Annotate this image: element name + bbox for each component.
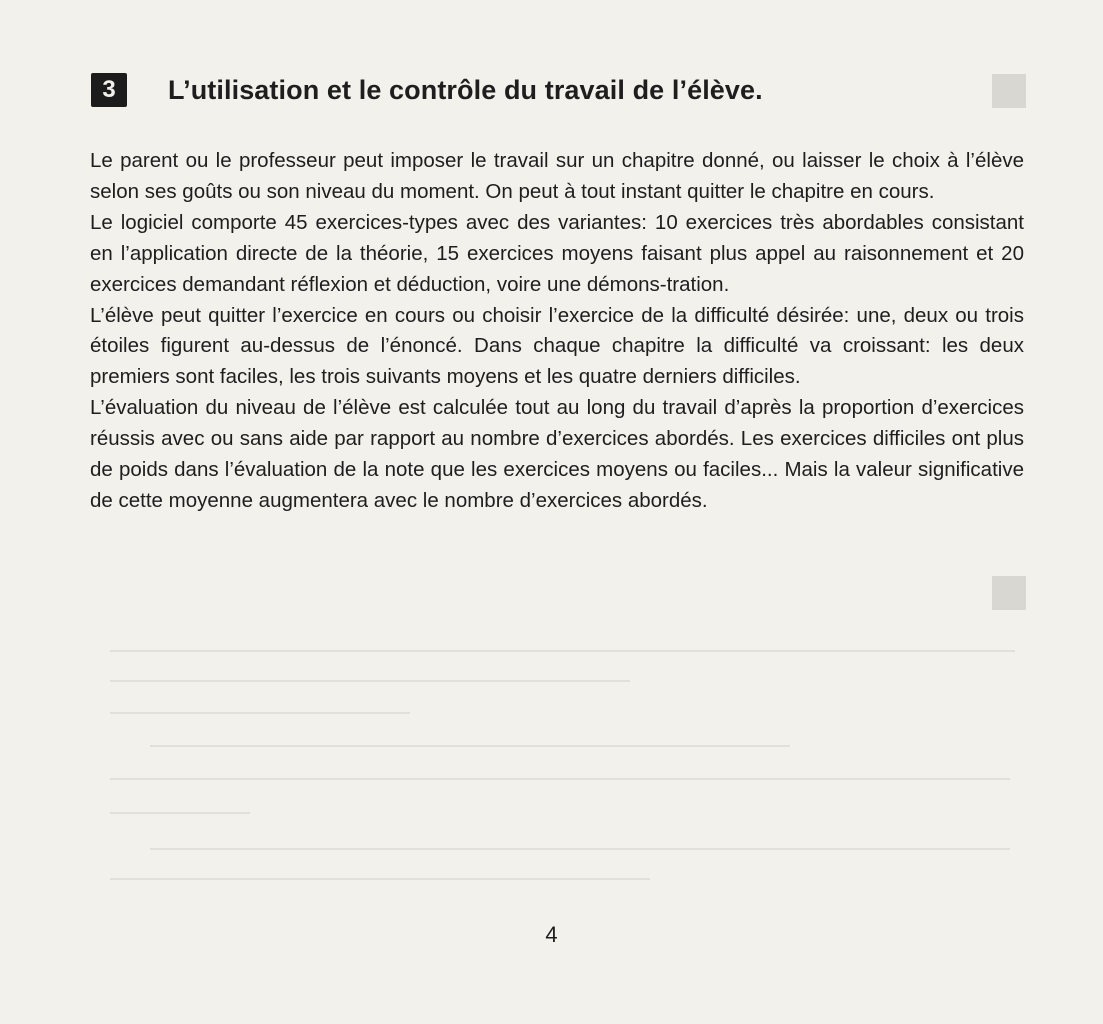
show-through-box-middle — [992, 576, 1026, 610]
paragraph: Le logiciel comporte 45 exercices-types avec des variantes: 10 exercices très abordables consistant en l’application directe de la théorie, 15 exercices moyens faisant plus appel au raisonnement et 20 exercices demandant réflexion et déduction, voire une démons-tration. — [90, 210, 1024, 296]
paragraph: Le parent ou le professeur peut imposer le travail sur un chapitre donné, ou laisser le choix à l’élève selon ses goûts ou son niveau du moment. On peut à tout instant quitter le chapitre en cours. — [90, 149, 1024, 203]
section-title: L’utilisation et le contrôle du travail de l’élève. — [168, 74, 763, 105]
section-number-badge: 3 — [91, 73, 127, 107]
body-text — [90, 146, 1024, 517]
paragraph: L’évaluation du niveau de l’élève est calculée tout au long du travail d’après la proportion d’exercices réussis avec ou sans aide par rapport au nombre d’exercices abordés. Les exercices difficiles ont plus de poids dans l’évaluation de la note que les exercices moyens ou faciles... Mais la valeur significative de cette moyenne augmentera avec le nombre d’exercices abordés. — [90, 396, 1024, 512]
page-number: 4 — [545, 922, 558, 947]
show-through-box-top — [992, 74, 1026, 108]
section-header — [91, 73, 763, 107]
paragraph: L’élève peut quitter l’exercice en cours ou choisir l’exercice de la difficulté désirée: une, deux ou trois étoiles figurent au-dessus de l’énoncé. Dans chaque chapitre la difficulté va croissant: les deux premiers sont faciles, les trois suivants moyens et les quatre derniers difficiles. — [90, 303, 1024, 389]
